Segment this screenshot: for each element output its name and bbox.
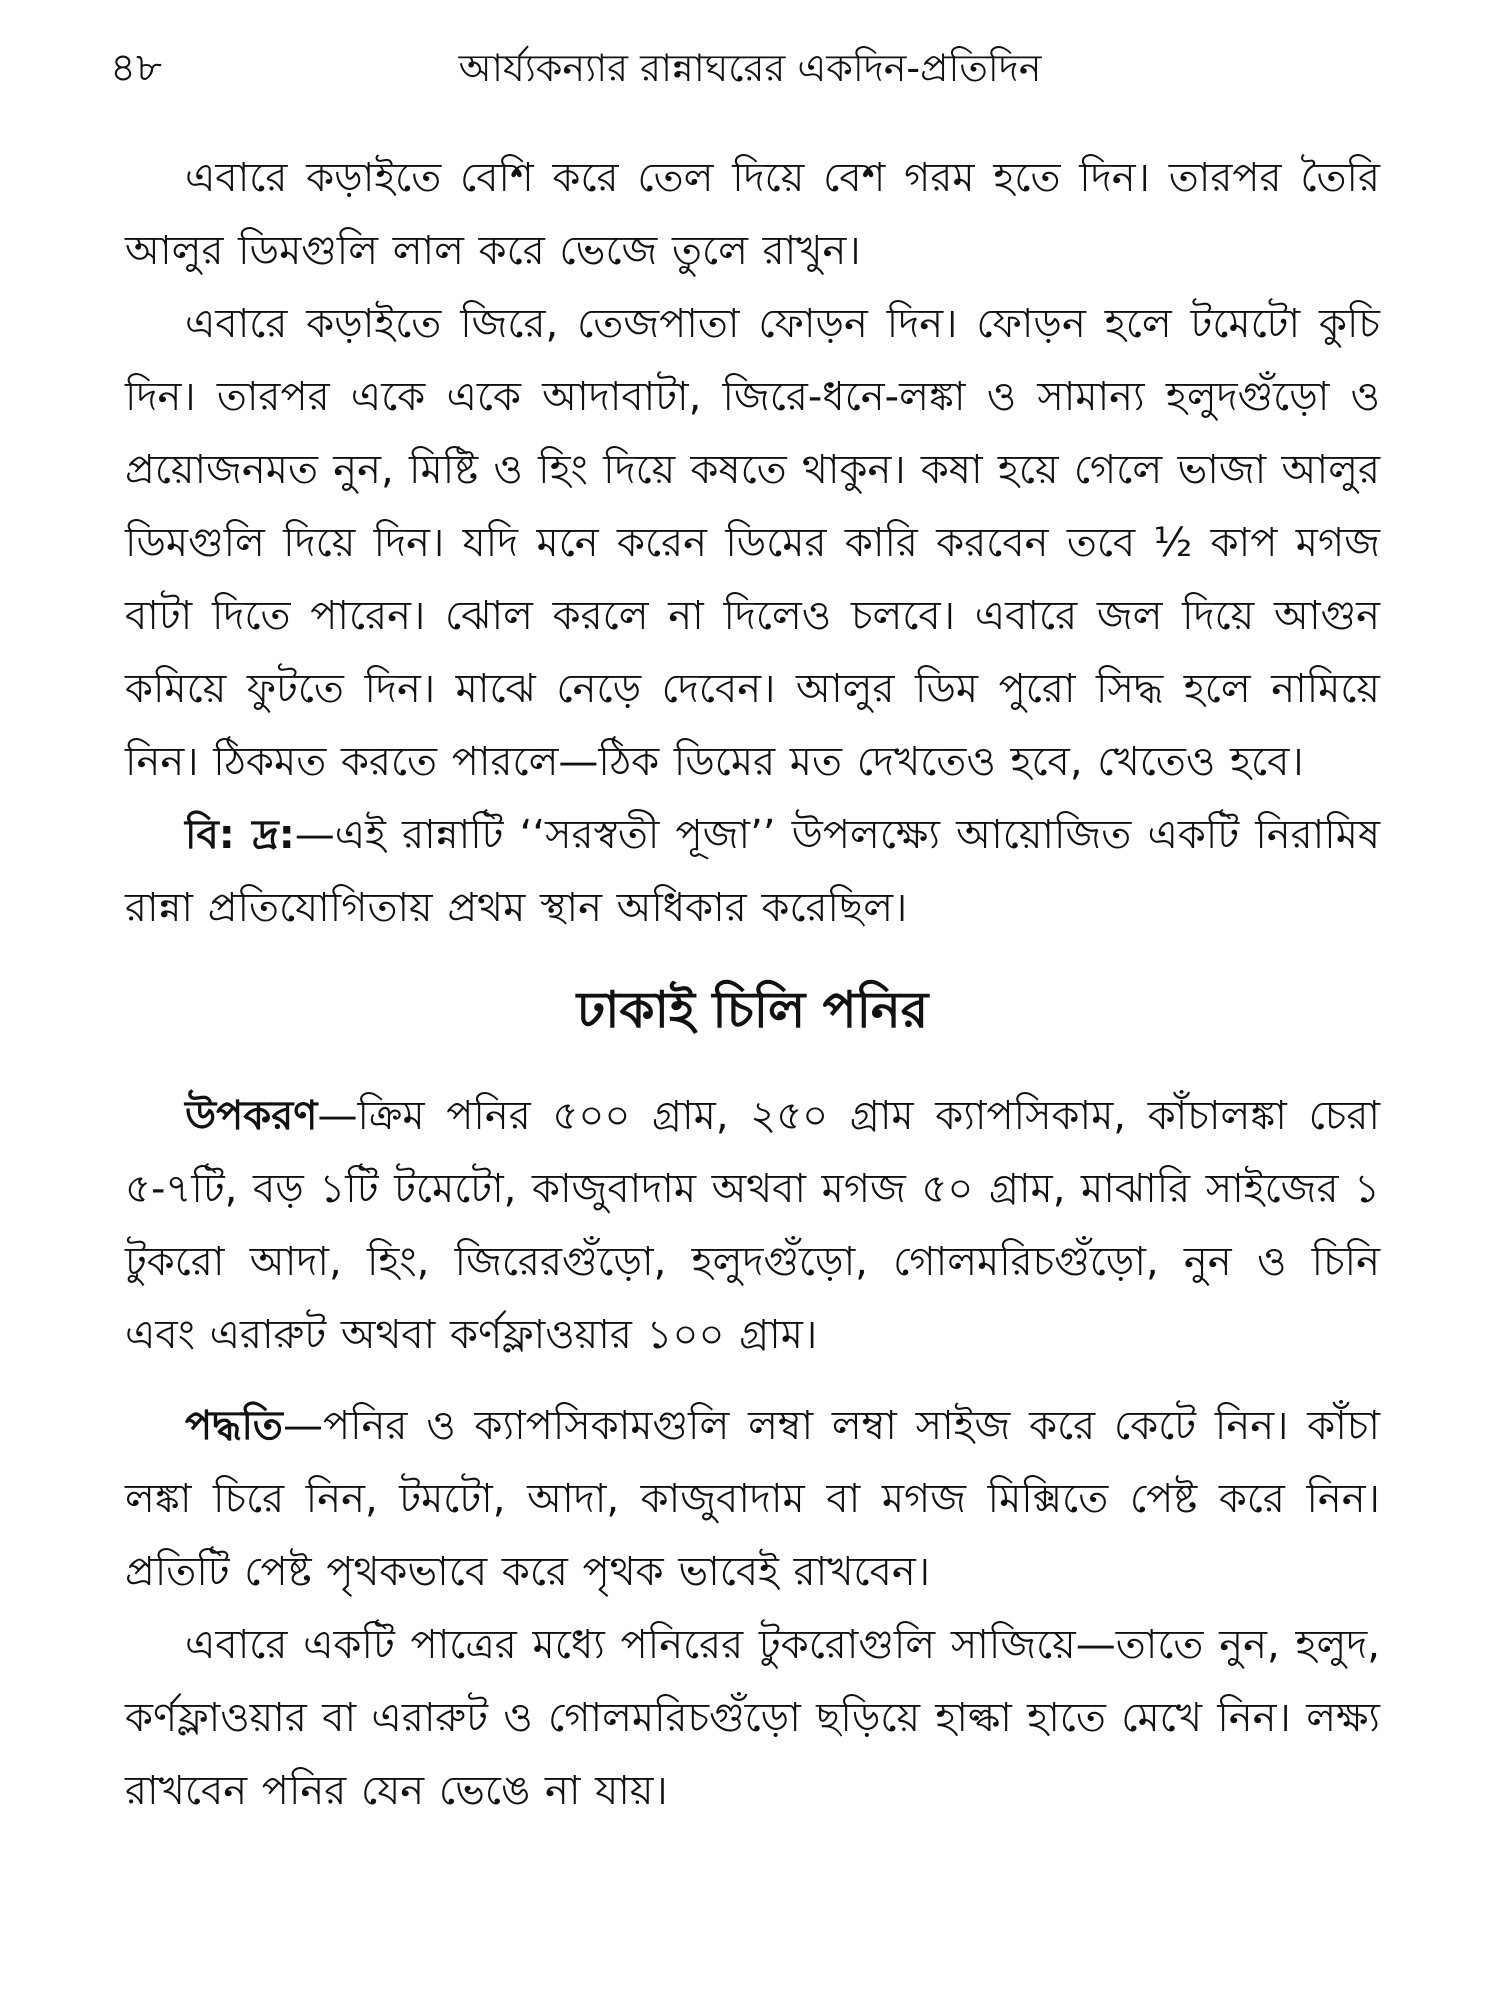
ingredients-text: —ক্রিম পনির ৫০০ গ্রাম, ২৫০ গ্রাম ক্যাপসিকাম, কাঁচালঙ্কা চেরা ৫-৭টি, বড় ১টি টমেটো, কাজুবাদাম অথবা মগজ ৫০ গ্রাম, মাঝারি সাইজের ১ টুকরো আদা, হিং, জিরেরগুঁড়ো, হলুদগুঁড়ো, গোলমরিচগুঁড়ো, নুন ও চিনি এবং এরারুট অথবা কর্ণফ্লাওয়ার ১০০ গ্রাম। [125, 1093, 1380, 1358]
paragraph-note [125, 799, 1380, 945]
note-text: —এই রান্নাটি ‘‘সরস্বতী পূজা’’ উপলক্ষ্যে আয়োজিত একটি নিরামিষ রান্না প্রতিযোগিতায় প্রথম স্থান অধিকার করেছিল। [125, 812, 1380, 931]
page-number: ৪৮ [110, 45, 162, 91]
running-title: আর্য্যকন্যার রান্নাঘরের একদিন-প্রতিদিন [458, 46, 1042, 90]
paragraph-method-continued: এবারে একটি পাত্রের মধ্যে পনিরের টুকরোগুলি সাজিয়ে—তাতে নুন, হলুদ, কর্ণফ্লাওয়ার বা এরারুট ও গোলমরিচগুঁড়ো ছড়িয়ে হাল্কা হাতে মেখে নিন। লক্ষ্য রাখবেন পনির যেন ভেঙে না যায়। [125, 1622, 1380, 1814]
method-text: —পনির ও ক্যাপসিকামগুলি লম্বা লম্বা সাইজ করে কেটে নিন। কাঁচা লঙ্কা চিরে নিন, টমটো, আদা, কাজুবাদাম বা মগজ মিক্সিতে পেষ্ট করে নিন। প্রতিটি পেষ্ট পৃথকভাবে করে পৃথক ভাবেই রাখবেন। [125, 1403, 1380, 1595]
note-label: বি: দ্র: [185, 812, 295, 858]
paragraph-fry-eggs: এবারে কড়াইতে বেশি করে তেল দিয়ে বেশ গরম হতে দিন। তারপর তৈরি আলুর ডিমগুলি লাল করে ভেজে তুলে রাখুন। [125, 155, 1380, 274]
spacer [125, 1372, 1380, 1390]
paragraph-ingredients [125, 1080, 1380, 1372]
recipe-title: ঢাকাই চিলি পনির [576, 981, 929, 1039]
page-header [110, 38, 1390, 98]
paragraph-cooking-steps: এবারে কড়াইতে জিরে, তেজপাতা ফোড়ন দিন। ফোড়ন হলে টমেটো কুচি দিন। তারপর একে একে আদাবাটা, জিরে-ধনে-লঙ্কা ও সামান্য হলুদগুঁড়ো ও প্রয়োজনমত নুন, মিষ্টি ও হিং দিয়ে কষতে থাকুন। কষা হয়ে গেলে ভাজা আলুর ডিমগুলি দিয়ে দিন। যদি মনে করেন ডিমের কারি করবেন তবে ½ কাপ মগজ বাটা দিতে পারেন। ঝোল করলে না দিলেও চলবে। এবারে জল দিয়ে আগুন কমিয়ে ফুটতে দিন। মাঝে নেড়ে দেবেন। আলুর ডিম পুরো সিদ্ধ হলে নামিয়ে নিন। ঠিকমত করতে পারলে—ঠিক ডিমের মত দেখতেও হবে, খেতেও হবে। [125, 301, 1380, 785]
ingredients-label: উপকরণ [185, 1093, 318, 1139]
method-label: পদ্ধতি [185, 1403, 283, 1449]
paragraph-method [125, 1390, 1380, 1609]
page-body [125, 142, 1380, 1828]
